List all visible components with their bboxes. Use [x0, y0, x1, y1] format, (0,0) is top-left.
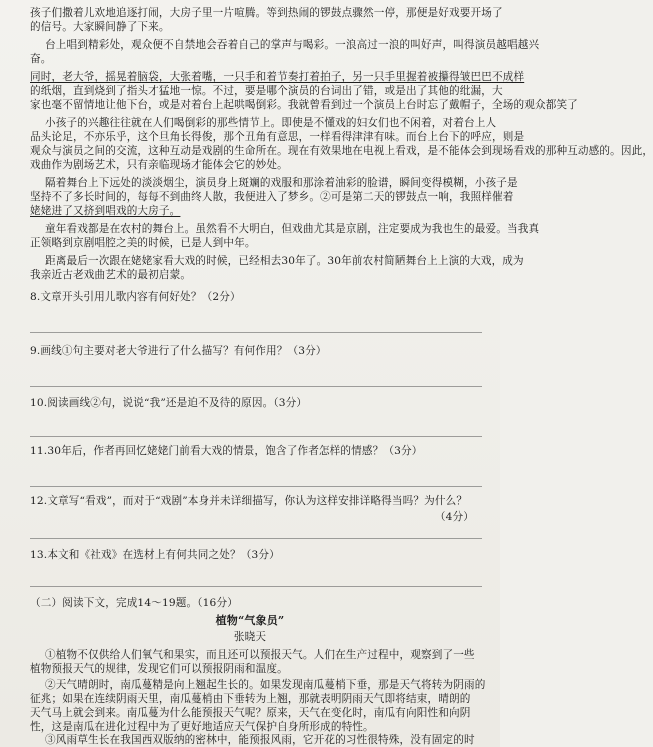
article-author: 张晓天: [233, 631, 267, 643]
question-text: 30年后，作者再回忆姥姥门前看大戏的情景，饱含了作者怎样的情感？: [47, 445, 384, 457]
article-line: 征兆；如果在连续阴雨天里，南瓜蔓梢由下垂转为上翘，那就表明阴雨天气即将结束，晴朗的: [30, 693, 471, 705]
passage-line: 正领略到京剧唱腔之美的时候，已是人到中年。: [30, 237, 256, 249]
question-text: 文章写“看戏”，而对于“戏剧”本身并未详细描写，你认为这样安排详略得当吗？为什么？: [47, 495, 468, 507]
passage-line: 小孩子的兴趣往往就在人们喝倒彩的那些情节上。即使是不懂戏的妇女们也不闲着，对着台上人: [45, 117, 497, 129]
answer-line[interactable]: [30, 332, 482, 333]
article-line: ①植物不仅供给人们氧气和果实，而且还可以预报天气。人们在生产过程中，观察到了一些: [45, 649, 475, 661]
article-title: 植物“气象员”: [215, 614, 285, 627]
article-line: ③风雨草生长在我国西双版纳的密林中，能预报风雨，它开花的习性很特殊，没有固定的时: [45, 734, 475, 746]
question-number: 9.: [30, 345, 41, 357]
passage-line: 观众与演员之间的交流，这种互动是戏剧的生命所在。现在有效果地在电视上看戏，是不能体会到现场看戏的那种互动感的。因此，: [30, 145, 653, 157]
passage-line: 戏曲作为剧场艺术，只有亲临现场才能体会它的妙处。: [30, 159, 288, 171]
question-points: （3分）: [383, 445, 423, 457]
passage-line: 我亲近古老戏曲艺术的最初启蒙。: [30, 269, 192, 281]
article-line: ②天气晴朗时，南瓜蔓精是向上翘起生长的。如果发现南瓜蔓梢下垂，那是天气将转为阴雨的: [45, 679, 486, 691]
underlined-sentence-2: 姥姥进了又挤到唱戏的大房子。: [30, 205, 181, 217]
question-points: （3分）: [240, 549, 280, 561]
passage-line: 品头论足，不亦乐乎，这个旦角长得俊，那个丑角有意思，一样看得津津有味。而台上台下的呼应，则是: [30, 131, 525, 143]
question-number: 12.: [30, 495, 48, 507]
section-heading: （二）阅读下文，完成14～19题。（16分）: [30, 597, 238, 609]
passage-line: 的纸烟，直到烧到了指头才猛地一惊。不过，要是哪个演员的台词出了错，或是出了其他的纰漏，大: [30, 85, 503, 97]
passage-line: 的信号。大家瞬间静了下来。: [30, 21, 170, 33]
question-points: （3分）: [273, 397, 308, 409]
question-text: 本文和《社戏》在选材上有何共同之处？: [47, 549, 241, 561]
answer-line[interactable]: [30, 538, 482, 539]
underlined-sentence-1: 同时，老大爷，摇晃着脑袋，大张着嘴，一只手和着节奏打着拍子，另一只手里握着被攥得皱巴巴不成样: [30, 71, 525, 83]
question-points: （3分）: [287, 345, 327, 357]
passage-line: 隔着舞台上下远处的淡淡烟尘，演员身上斑斓的戏服和那涂着油彩的脸谱，瞬间变得模糊，小孩子是: [45, 177, 518, 189]
question-number: 13.: [30, 549, 48, 561]
article-line: 性，这是南瓜在进化过程中为了更好地适应天气保护自身所形成的特性。: [30, 721, 374, 733]
passage-line: 距离最后一次跟在姥姥家看大戏的时候，已经相去30年了。30年前农村简陋舞台上上演的大戏，成为: [45, 255, 524, 267]
article-line: 植物预报天气的规律，发现它们可以预报阴雨和温度。: [30, 663, 288, 675]
question-text: 文章开头引用儿歌内容有何好处？: [40, 291, 202, 303]
passage-line: 奋。: [30, 53, 52, 65]
passage-line: 孩子们撒着儿欢地追逐打闹，大房子里一片喧腾。等到热闹的锣鼓点骤然一停，那便是好戏要开场了: [30, 7, 503, 19]
answer-line[interactable]: [30, 486, 482, 487]
question-points: （2分）: [201, 291, 241, 303]
passage-line: 童年看戏都是在农村的舞台上。虽然看不大明白，但戏曲尤其是京剧，注定要成为我也生的最爱。当我真: [45, 223, 540, 235]
question-points: （4分）: [434, 511, 474, 523]
article-line: 天气马上就会到来。南瓜蔓为什么能预报天气呢？原来，天气在变化时，南瓜有向阳性和向阴: [30, 707, 471, 719]
passage-line: 坚持不了多长时间的，每每不到曲终人散，我便进入了梦乡。②可是第二天的锣鼓点一响，我照样催着: [30, 191, 514, 203]
question-text: 画线①句主要对老大爷进行了什么描写？有何作用？: [40, 345, 288, 357]
passage-line: 家也毫不留情地让他下台，或是对着台上起哄喝倒彩。我就曾看到过一个演员上台时忘了戴帽子，全场的观众都笑了: [30, 99, 578, 111]
question-text: 阅读画线②句，说说“我”还是迫不及待的原因。: [47, 397, 274, 409]
question-number: 11.: [30, 445, 48, 457]
passage-line: 台上唱到精彩处，观众便不自禁地会吞着自己的掌声与喝彩。一浪高过一浪的叫好声，叫得演员越唱越兴: [45, 39, 540, 51]
answer-line[interactable]: [30, 386, 482, 387]
answer-line[interactable]: [30, 586, 482, 587]
question-number: 10.: [30, 397, 48, 409]
answer-line[interactable]: [30, 436, 482, 437]
question-number: 8.: [30, 291, 41, 303]
